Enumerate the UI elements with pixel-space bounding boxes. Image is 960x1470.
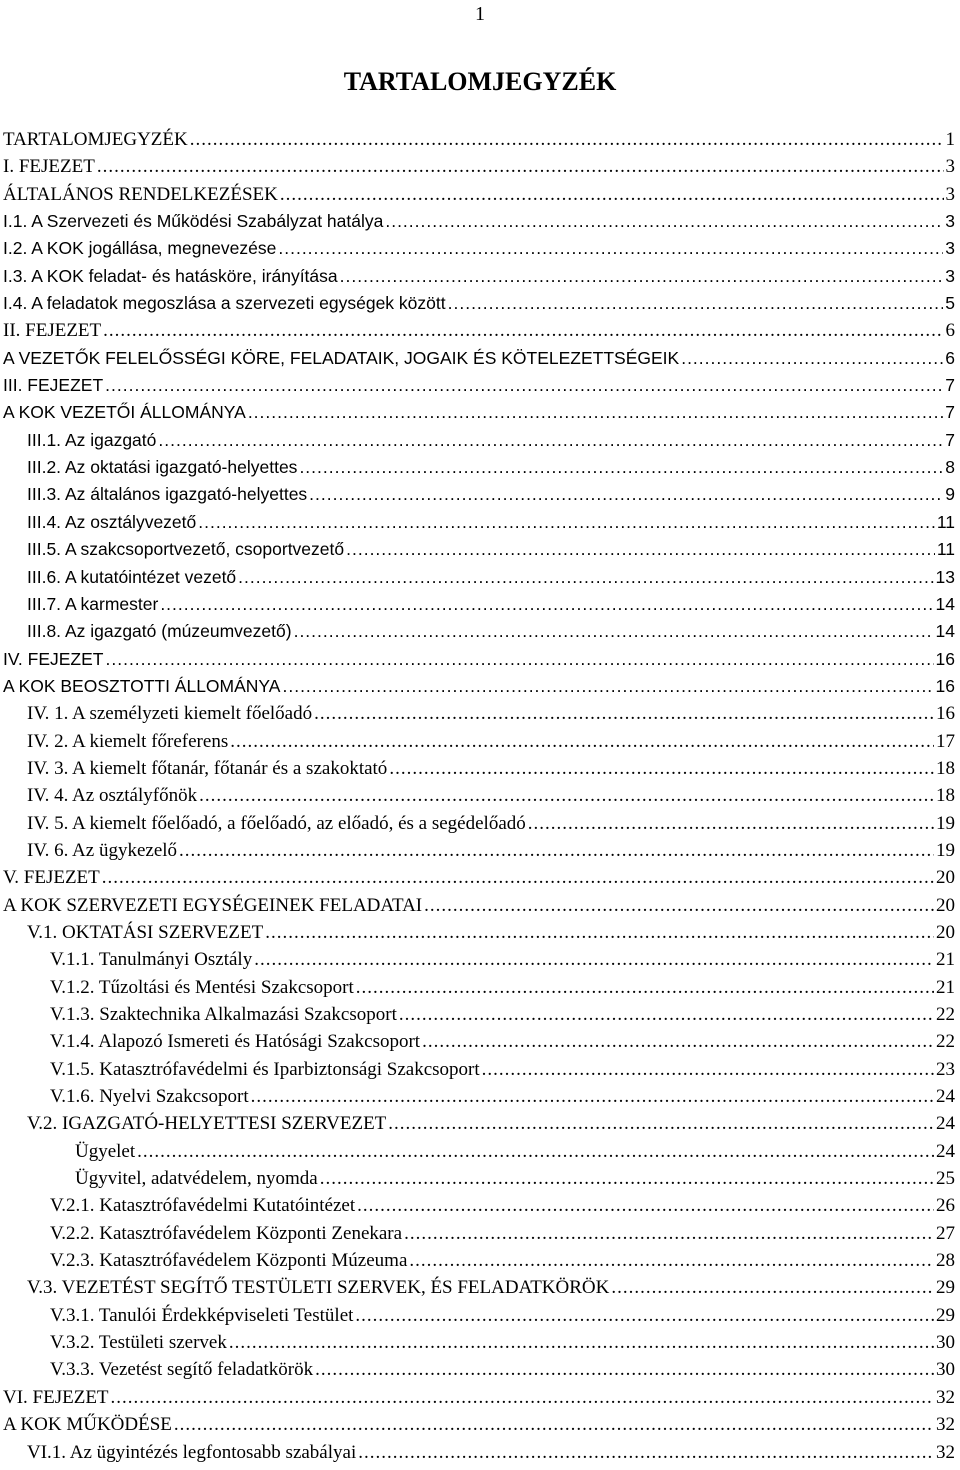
toc-dot-leader [238,564,933,591]
toc-entry[interactable] [3,427,955,454]
toc-entry-page[interactable]: 32 [936,1441,955,1463]
toc-dot-leader [294,618,934,645]
toc-entry-label[interactable]: III.7. A karmester [27,593,159,614]
toc-entry-page[interactable]: 6 [945,347,955,368]
toc-entry[interactable] [3,126,955,153]
toc-entry[interactable] [3,536,955,563]
toc-entry[interactable] [3,1001,955,1028]
toc-dot-leader [280,181,944,208]
toc-entry-page[interactable]: 6 [945,320,955,342]
toc-entry-label[interactable]: A KOK BEOSZTOTTI ÁLLOMÁNYA [3,675,281,696]
toc-entry-page[interactable]: 20 [936,867,955,889]
toc-entry[interactable] [3,1083,955,1110]
toc-entry[interactable] [3,564,955,591]
toc-dot-leader [448,290,944,317]
toc-entry-page[interactable]: 17 [936,730,955,752]
toc-dot-leader [248,399,943,426]
toc-entry[interactable] [3,1247,955,1274]
toc-entry-label[interactable]: IV. 1. A személyzeti kiemelt főelőadó [27,703,313,725]
toc-entry[interactable] [3,153,955,180]
toc-dot-leader [137,1138,934,1165]
toc-entry-label[interactable]: V.2.3. Katasztrófavédelem Központi Múzeuma [50,1250,408,1272]
toc-dot-leader [355,1302,934,1329]
toc-entry[interactable] [3,1056,955,1083]
toc-entry-label[interactable]: III. FEJEZET [3,375,104,396]
toc-entry-label[interactable]: V.2.2. Katasztrófavédelem Központi Zenekara [50,1222,403,1244]
toc-entry[interactable] [3,837,955,864]
toc-dot-leader [103,317,943,344]
toc-entry[interactable] [3,1110,955,1137]
toc-dot-leader [199,782,934,809]
toc-entry-label[interactable]: V.3. VEZETÉST SEGÍTŐ TESTÜLETI SZERVEK, ÉS FELADATKÖRÖK [27,1277,610,1299]
toc-entry-label[interactable]: IV. 5. A kiemelt főelőadó, a főelőadó, az előadó, és a segédelőadó [27,812,526,834]
toc-entry-label[interactable]: IV. FEJEZET [3,648,104,669]
toc-dot-leader [424,892,934,919]
toc-entry[interactable] [3,782,955,809]
toc-entry[interactable] [3,946,955,973]
toc-entry-label[interactable]: TARTALOMJEGYZÉK [3,129,188,150]
toc-entry-page[interactable]: 16 [936,703,955,725]
toc-entry-page[interactable]: 32 [936,1386,955,1408]
toc-entry[interactable] [3,810,955,837]
toc-dot-leader [265,919,934,946]
toc-dot-leader [358,1439,934,1466]
toc-entry-page[interactable]: 18 [936,785,955,807]
toc-entry-page[interactable]: 3 [945,156,955,178]
toc-dot-leader [314,700,934,727]
toc-entry-label[interactable]: A KOK MŰKÖDÉSE [3,1414,172,1436]
toc-entry-page[interactable]: 28 [936,1250,955,1272]
toc-entry-page[interactable]: 30 [936,1332,955,1354]
toc-entry[interactable] [3,1411,955,1438]
toc-dot-leader [681,345,943,372]
toc-entry-page[interactable]: 25 [936,1168,955,1190]
toc-dot-leader [160,591,933,618]
toc-entry-page[interactable]: 3 [945,211,955,232]
toc-entry-label[interactable]: V.1.2. Tűzoltási és Mentési Szakcsoport [50,976,354,998]
toc-entry[interactable] [3,1192,955,1219]
toc-dot-leader [190,126,944,153]
toc-dot-leader [399,1001,934,1028]
toc-entry[interactable] [3,700,955,727]
toc-dot-leader [251,1083,934,1110]
toc-dot-leader [315,1356,934,1383]
toc-entry-page[interactable]: 32 [936,1414,955,1436]
toc-entry-label[interactable]: V.3.2. Testületi szervek [50,1332,227,1354]
toc-entry-label[interactable]: I. FEJEZET [3,156,95,178]
toc-dot-leader [482,1056,934,1083]
toc-entry-page[interactable]: 8 [945,457,955,478]
toc-entry-page[interactable]: 11 [936,539,955,560]
toc-entry[interactable] [3,1028,955,1055]
toc-entry-page[interactable]: 21 [936,949,955,971]
toc-entry-label[interactable]: Ügyelet [75,1140,136,1162]
toc-entry[interactable] [3,263,955,290]
toc-entry-page[interactable]: 29 [936,1277,955,1299]
toc-entry-page[interactable]: 5 [945,293,955,314]
toc-entry[interactable] [3,1138,955,1165]
toc-entry-label[interactable]: I.1. A Szervezeti és Működési Szabályzat hatálya [3,211,384,232]
toc-dot-leader [179,837,934,864]
toc-dot-leader [404,1220,934,1247]
toc-entry-page[interactable]: 20 [936,921,955,943]
toc-dot-leader [97,153,944,180]
toc-dot-leader [282,673,933,700]
toc-entry-page[interactable]: 3 [945,238,955,259]
toc-entry-label[interactable]: V.3.1. Tanulói Érdekképviseleti Testület [50,1304,354,1326]
toc-entry[interactable] [3,372,955,399]
toc-entry[interactable] [3,1302,955,1329]
toc-entry-page[interactable]: 13 [935,566,955,587]
toc-entry-page[interactable]: 30 [936,1359,955,1381]
toc-entry[interactable] [3,646,955,673]
toc-dot-leader [611,1274,934,1301]
toc-entry[interactable] [3,1384,955,1411]
toc-entry[interactable] [3,290,955,317]
toc-dot-leader [111,1384,934,1411]
toc-entry[interactable] [3,399,955,426]
toc-entry[interactable] [3,317,955,344]
toc-entry-label[interactable]: A VEZETŐK FELELŐSSÉGI KÖRE, FELADATAIK, JOGAIK ÉS KÖTELEZETTSÉGEIK [3,347,680,368]
toc-entry-page[interactable]: 16 [935,675,955,696]
toc-entry-label[interactable]: III.6. A kutatóintézet vezető [27,566,237,587]
toc-entry-label[interactable]: III.2. Az oktatási igazgató-helyettes [27,457,298,478]
toc-dot-leader [422,1028,934,1055]
toc-entry-page[interactable]: 24 [936,1086,955,1108]
toc-entry[interactable] [3,919,955,946]
toc-entry-page[interactable]: 16 [935,648,955,669]
toc-dot-leader [229,1329,934,1356]
toc-entry-label[interactable]: V.3.3. Vezetést segítő feladatkörök [50,1359,314,1381]
toc-entry-label[interactable]: V.1. OKTATÁSI SZERVEZET [27,921,264,943]
toc-entry[interactable] [3,1329,955,1356]
toc-dot-leader [388,1110,934,1137]
toc-entry-page[interactable]: 9 [945,484,955,505]
toc-entry-page[interactable]: 7 [945,429,955,450]
toc-entry-label[interactable]: I.3. A KOK feladat- és hatásköre, irányítása [3,265,338,286]
toc-entry-label[interactable]: IV. 6. Az ügykezelő [27,839,178,861]
toc-entry[interactable] [3,755,955,782]
toc-entry-label[interactable]: VI. FEJEZET [3,1386,109,1408]
toc-entry-label[interactable]: III.5. A szakcsoportvezető, csoportvezető [27,539,345,560]
toc-entry[interactable] [3,1274,955,1301]
toc-entry-label[interactable]: V.1.5. Katasztrófavédelmi és Iparbiztonsági Szakcsoport [50,1058,480,1080]
toc-dot-leader [385,208,943,235]
toc-entry-label[interactable]: IV. 2. A kiemelt főreferens [27,730,229,752]
toc-entry-page[interactable]: 27 [936,1222,955,1244]
toc-entry-page[interactable]: 7 [945,375,955,396]
toc-dot-leader [158,427,943,454]
toc-entry-label[interactable]: III.4. Az osztályvezető [27,511,197,532]
toc-entry-page[interactable]: 1 [945,129,955,150]
toc-entry-page[interactable]: 14 [935,593,955,614]
toc-entry-label[interactable]: V.1.3. Szaktechnika Alkalmazási Szakcsoport [50,1004,397,1025]
toc-entry-page[interactable]: 21 [936,976,955,998]
toc-entry[interactable] [3,974,955,1001]
toc-entry-label[interactable]: V.1.4. Alapozó Ismereti és Hatósági Szakcsoport [50,1031,421,1053]
toc-dot-leader [528,810,934,837]
toc-entry-label[interactable]: V.1.6. Nyelvi Szakcsoport [50,1086,249,1108]
toc-dot-leader [102,864,934,891]
toc-entry-page[interactable]: 20 [936,894,955,916]
toc-entry-label[interactable]: A KOK VEZETŐI ÁLLOMÁNYA [3,402,246,423]
toc-entry-label[interactable]: A KOK SZERVEZETI EGYSÉGEINEK FELADATAI [3,894,423,916]
toc-entry[interactable] [3,181,955,208]
toc-entry[interactable] [3,509,955,536]
toc-entry[interactable] [3,345,955,372]
toc-entry-page[interactable]: 26 [936,1195,955,1217]
toc-entry-page[interactable]: 24 [936,1140,955,1162]
toc-entry[interactable] [3,208,955,235]
toc-entry-label[interactable]: V.2.1. Katasztrófavédelmi Kutatóintézet [50,1195,356,1217]
toc-entry-label[interactable]: V.1.1. Tanulmányi Osztály [50,949,253,971]
toc-dot-leader [254,946,934,973]
toc-entry[interactable] [3,892,955,919]
toc-dot-leader [389,755,934,782]
toc-entry-label[interactable]: III.1. Az igazgató [27,429,157,450]
toc-title: TARTALOMJEGYZÉK [343,67,617,96]
toc-dot-leader [278,235,943,262]
toc-dot-leader [105,372,943,399]
toc-entry-page[interactable]: 19 [936,812,955,834]
toc-entry-label[interactable]: II. FEJEZET [3,320,102,342]
toc-entry[interactable] [3,235,955,262]
toc-entry-page[interactable]: 3 [945,265,955,286]
toc-entry-label[interactable]: V. FEJEZET [3,867,100,889]
toc-entry[interactable] [3,454,955,481]
toc-entry-label[interactable]: IV. 4. Az osztályfőnök [27,785,198,807]
toc-entry-page[interactable]: 11 [936,511,955,532]
toc-entry-page[interactable]: 18 [936,757,955,779]
toc-dot-leader [357,1192,934,1219]
toc-entry[interactable] [3,673,955,700]
toc-entry-page[interactable]: 7 [945,402,955,423]
toc-dot-leader [356,974,934,1001]
toc-entry[interactable] [3,864,955,891]
toc-dot-leader [299,454,943,481]
toc-entry-label[interactable]: ÁLTALÁNOS RENDELKEZÉSEK [3,183,278,205]
toc-entry-label[interactable]: V.2. IGAZGATÓ-HELYETTESI SZERVEZET [27,1113,387,1135]
toc-list [3,126,955,1466]
toc-entry-label[interactable]: IV. 3. A kiemelt főtanár, főtanár és a szakoktató [27,757,388,779]
toc-entry-label[interactable]: VI.1. Az ügyintézés legfontosabb szabályai [27,1441,357,1463]
toc-entry-page[interactable]: 22 [936,1031,955,1053]
toc-dot-leader [409,1247,934,1274]
toc-entry-page[interactable]: 22 [936,1004,955,1025]
toc-dot-leader [198,509,935,536]
page-number: 1 [475,3,485,25]
toc-entry-page[interactable]: 23 [936,1058,955,1080]
toc-entry[interactable] [3,1356,955,1383]
toc-entry[interactable] [3,1439,955,1466]
toc-dot-leader [106,646,934,673]
toc-entry-label[interactable]: I.2. A KOK jogállása, megnevezése [3,238,277,259]
toc-entry[interactable] [3,728,955,755]
toc-dot-leader [174,1411,934,1438]
toc-entry[interactable] [3,591,955,618]
toc-entry-page[interactable]: 24 [936,1113,955,1135]
toc-entry-page[interactable]: 29 [936,1304,955,1326]
toc-entry-label[interactable]: III.8. Az igazgató (múzeumvezető) [27,621,292,642]
toc-entry-label[interactable]: I.4. A feladatok megoszlása a szervezeti egységek között [3,293,446,314]
toc-dot-leader [230,728,934,755]
toc-entry[interactable] [3,618,955,645]
toc-entry-label[interactable]: III.3. Az általános igazgató-helyettes [27,484,308,505]
toc-dot-leader [340,263,944,290]
toc-entry-page[interactable]: 14 [935,621,955,642]
toc-entry[interactable] [3,1165,955,1192]
toc-entry[interactable] [3,1220,955,1247]
toc-entry-page[interactable]: 3 [945,183,955,205]
toc-entry-page[interactable]: 19 [936,839,955,861]
toc-dot-leader [346,536,935,563]
toc-entry-label[interactable]: Ügyvitel, adatvédelem, nyomda [75,1168,318,1190]
toc-dot-leader [320,1165,934,1192]
toc-entry[interactable] [3,481,955,508]
toc-dot-leader [309,481,943,508]
